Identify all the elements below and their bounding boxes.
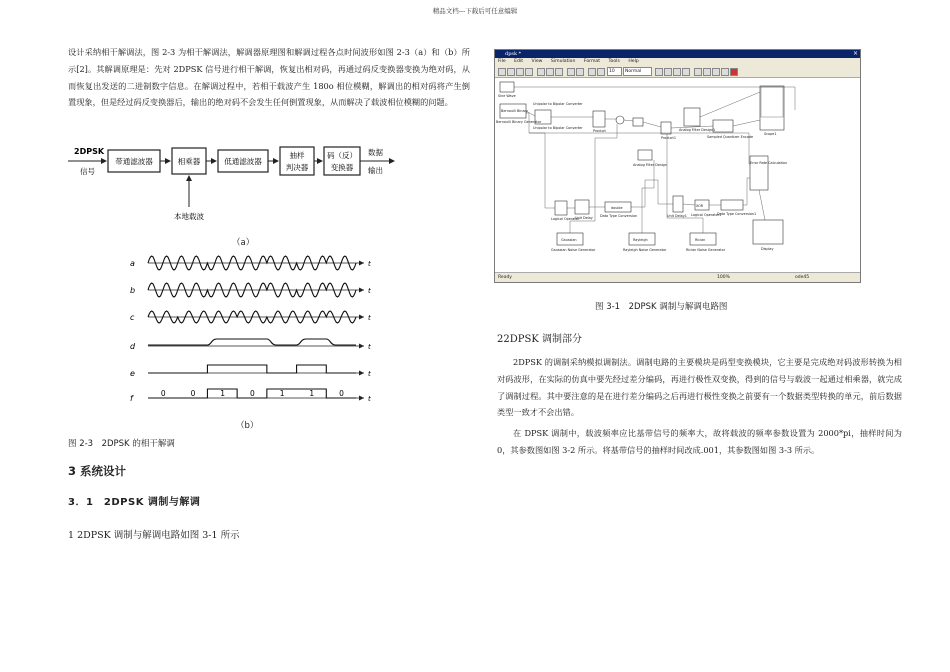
model-browser-icon[interactable] <box>682 68 690 76</box>
t-label-e: t <box>368 370 371 378</box>
menu-edit[interactable]: Edit <box>514 59 524 64</box>
row-label-d: d <box>130 342 136 351</box>
row-label-b: b <box>130 286 136 295</box>
axis-arrow-a <box>359 261 364 266</box>
build-icon[interactable] <box>703 68 711 76</box>
menu-help[interactable]: Help <box>628 59 639 64</box>
fig-b-label: （b） <box>236 421 259 431</box>
paste-icon[interactable] <box>555 68 563 76</box>
menu-view[interactable]: View <box>531 59 543 64</box>
rayleigh-label: Rayleigh Noise Generator <box>623 248 667 252</box>
library-icon[interactable] <box>655 68 663 76</box>
page-header: 精品文档---下载后可任意编辑 <box>432 7 518 15</box>
unipolar-1-label: Unipolar to Bipolar Converter <box>533 126 583 130</box>
decoder-label-2: 变换器 <box>330 163 354 172</box>
analog-filter-label: Analog Filter Design <box>633 163 667 167</box>
stop-icon[interactable] <box>597 68 605 76</box>
carrier-label: 本地载波 <box>174 212 204 221</box>
axis-arrow-d <box>359 344 364 349</box>
waveform-e <box>148 365 356 373</box>
menu-file[interactable]: File <box>498 59 506 64</box>
bit-label: 0 <box>339 389 344 398</box>
input-label-2: 信号 <box>80 167 95 176</box>
sim-mode-select[interactable]: Normal <box>623 67 652 76</box>
right-paragraph-1: 2DPSK 的调制采纳模拟调制法。调制电路的主要模块是码型变换模块，它主要是完成绝对码波形转换为相对码波形，在实际的仿真中要先经过差分编码，再进行极性双变换，得到的信号与载波一起通过相乘器，就完成了调制过程。其中要注意的是在进行差分编码之后再进行极性变换之前要有一个数据类型转换的单元，前后数据类型一致才不会出错。 <box>497 357 902 418</box>
waveform-d <box>148 339 356 345</box>
menu-format[interactable]: Format <box>583 59 601 64</box>
window-title: dpsk * <box>505 51 522 57</box>
waveform-diagram <box>126 250 378 410</box>
debug-icon[interactable] <box>664 68 672 76</box>
lpf-label: 低通滤波器 <box>224 157 262 166</box>
status-bar <box>495 272 860 282</box>
t-label-f: t <box>368 395 371 403</box>
copy-icon[interactable] <box>546 68 554 76</box>
display-label: Display <box>761 247 774 251</box>
product-label: Product <box>593 129 606 133</box>
explorer-icon[interactable] <box>673 68 681 76</box>
input-label-1: 2DPSK <box>74 147 105 156</box>
dtc1-label: Data Type Conversion1 <box>717 212 757 216</box>
menu-simulation[interactable]: Simulation <box>550 59 576 64</box>
sampler-label-1: 抽样 <box>289 151 305 160</box>
axis-arrow-b <box>359 288 364 293</box>
gaussian-label: Gaussian Noise Generator <box>551 248 596 252</box>
bit-label: 0 <box>190 389 196 398</box>
unit-delay-label: Unit Delay <box>575 216 593 220</box>
section-heading: 3 系统设计 <box>68 464 127 478</box>
t-label-c: t <box>368 314 371 322</box>
sine-wave-label: Sine Wave <box>498 94 516 98</box>
product1-label: Product1 <box>661 136 677 140</box>
bit-label: 1 <box>220 389 226 398</box>
decoder-label-1: 码（反） <box>327 151 357 160</box>
intro-paragraph: 设计采纳相干解调法，图 2-3 为相干解调法，解调器原理图和解调过程各点时间波形如图 2-3（a）和（b）所示[2]。其解调原理是：先对 2DPSK 信号进行相干解调，恢复出相对码，再通过码反变换器变换为绝对码，从而恢复出发送的二进制数字信息。在解调过程中，若相干载波产生 180o 相位模糊，解调出的相对码将产生倒置现象，但是经过码反变换器后，输出的绝对码不会发生任何倒置现象，从而解决了载波相位模糊的问题。 <box>68 47 470 108</box>
status-zoom: 100% <box>717 275 730 280</box>
ext-mode-icon[interactable] <box>694 68 702 76</box>
unit-delay1-label: Unit Delay1 <box>667 214 687 218</box>
subsection-heading: 3．1 2DPSK 调制与解调 <box>68 497 201 508</box>
scope-label: Scope1 <box>764 132 777 136</box>
bit-label: 1 <box>279 389 285 398</box>
toolbar <box>495 66 860 78</box>
bernoulli-label: Bernoulli Binary Generator <box>496 120 542 124</box>
bit-label: 0 <box>160 389 166 398</box>
t-label-d: t <box>368 343 371 351</box>
logical-op-label: Logical Operator <box>551 217 580 221</box>
logical-op1-label: Logical Operator1 <box>691 213 722 217</box>
print-icon[interactable] <box>525 68 533 76</box>
row-label-a: a <box>130 259 135 268</box>
double-text: double <box>611 206 623 210</box>
sim-time-field[interactable]: 10 <box>607 67 622 76</box>
bit-label: 0 <box>250 389 255 398</box>
output-label-1: 数据 <box>368 148 383 157</box>
block-diagram <box>68 143 398 233</box>
new-icon[interactable] <box>498 68 506 76</box>
right-paragraph-2: 在 DPSK 调制中，载波频率应比基带信号的频率大，故将载波的频率参数设置为 2000*pi，抽样时间为 0，其参数图如图 3-2 所示。将基带信号的抽样时间改成.001，其参数图如图 3-3 所示。 <box>497 428 902 455</box>
axis-arrow-c <box>359 315 364 320</box>
run-icon[interactable] <box>588 68 596 76</box>
redo-icon[interactable] <box>576 68 584 76</box>
row-label-e: e <box>130 369 135 378</box>
output-label-2: 输出 <box>368 166 383 175</box>
save-icon[interactable] <box>516 68 524 76</box>
simulink-window <box>494 49 861 283</box>
rician-label: Rician Noise Generator <box>686 248 726 252</box>
undo-icon[interactable] <box>567 68 575 76</box>
update-icon[interactable] <box>712 68 720 76</box>
rician-icon-text: Rician <box>695 238 706 242</box>
scope-config-icon[interactable] <box>721 68 729 76</box>
cut-icon[interactable] <box>537 68 545 76</box>
body-line: 1 2DPSK 调制与解调电路如图 3-1 所示 <box>68 530 240 541</box>
gaussian-icon-text: Gaussian <box>561 238 577 242</box>
close-icon[interactable]: × <box>852 50 858 57</box>
rayleigh-icon-text: Rayleigh <box>633 238 648 242</box>
multiplier-label: 相乘器 <box>177 157 201 166</box>
axis-arrow-f <box>359 396 364 401</box>
model-diagram <box>495 78 858 272</box>
bit-label: 1 <box>309 389 315 398</box>
status-solver: ode45 <box>795 275 810 280</box>
analog-filter1-label: Analog Filter Design1 <box>679 128 716 132</box>
menu-tools[interactable]: Tools <box>608 59 620 64</box>
bernoulli-icon-text: Bernoulli Binary <box>501 109 528 113</box>
fig-2-3-caption: 图 2-3 2DPSK 的相干解调 <box>68 439 175 449</box>
right-heading: 22DPSK 调制部分 <box>497 334 582 345</box>
status-ready: Ready <box>498 275 512 280</box>
fig-3-1-caption: 图 3-1 2DPSK 调制与解调电路图 <box>595 302 728 312</box>
row-label-c: c <box>130 313 135 322</box>
record-icon[interactable] <box>730 68 738 76</box>
axis-arrow-e <box>359 371 364 376</box>
window-titlebar <box>495 50 860 58</box>
sampled-quantizer-label: Sampled Quantizer Encode <box>707 135 754 139</box>
error-rate-label: Error Rate Calculation <box>750 161 788 165</box>
t-label-b: t <box>368 287 371 295</box>
open-icon[interactable] <box>507 68 515 76</box>
menu-bar <box>495 58 860 66</box>
fig-a-label: （a） <box>232 238 255 248</box>
row-label-f: f <box>130 394 133 403</box>
dtc-label: Data Type Conversion <box>600 214 638 218</box>
t-label-a: t <box>368 260 371 268</box>
xor-text: XOR <box>696 204 704 208</box>
model-canvas[interactable] <box>495 78 860 272</box>
sampler-label-2: 判决器 <box>285 163 309 172</box>
bpf-label: 带通滤波器 <box>115 157 153 166</box>
unipolar-2-label: Unipolar to Bipolar Converter <box>533 102 583 106</box>
